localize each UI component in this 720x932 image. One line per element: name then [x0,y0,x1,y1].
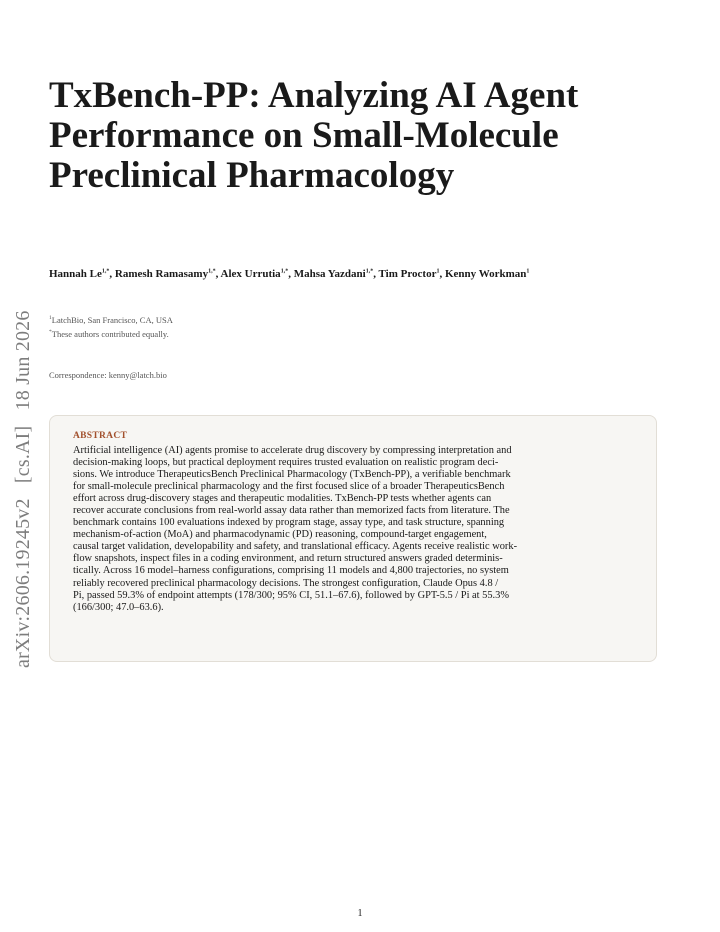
abstract-box [49,415,657,662]
arxiv-id: arXiv:2606.19245v2 [12,498,34,668]
author: Kenny Workman$^1$ [444,268,530,280]
abstract-line: flow snapshots, inspect files in a coding environment, and return structured answers graded determinis- [73,553,503,565]
abstract-line: tically. Across 16 model–harness configurations, comprising 11 models and 4,800 trajectories, no system [73,565,509,577]
title-line: Performance on Small-Molecule [49,115,559,156]
author: Hannah $Le^{1,*}$ [49,268,110,280]
abstract-line: reliably recovered preclinical pharmacology decisions. The strongest configuration, Claude Opus 4.8 / [73,577,499,589]
author: Ramesh Ramasamy$^{1,*}$ [114,268,216,280]
arxiv-category: [cs.AI] [12,425,34,484]
author-list: Hannah $Le^{1,*}$, Ramesh Ramasamy$^{1,*}$, Alex Urrutia$^{1,*}$, Mahsa Yazdani$^{1,*}$, Tim Proctor$^1$, Kenny Workman$^1$ [49,268,530,280]
page-number: 1 [357,908,363,919]
author: Tim Proctor$^1$ [378,268,440,280]
abstract-body [73,445,634,614]
author: Mahsa Yazdani$^{1,*}$ [293,268,374,280]
arxiv-stamp [12,258,42,668]
arxiv-date: 18 Jun 2026 [12,310,34,411]
abstract-line: effort across drug-discovery stages and therapeutic modalities. TxBench-PP tests whether agents can [73,493,492,505]
paper-title [49,76,689,196]
abstract-heading: ABSTRACT [73,431,128,441]
affiliation-note: *These authors contributed equally. [49,328,169,339]
abstract-line: causal target validation, developability and safety, and translational efficacy. Agents receive realistic work- [73,541,518,553]
abstract-line: Pi, passed 59.3% of endpoint attempts (178/300; 95% CI, 51.1–67.6), followed by GPT-5.5 / Pi at 55.3% [73,589,509,601]
abstract-line: benchmark contains 100 evaluations indexed by program stage, assay type, and task structure, spanning [73,517,505,529]
abstract-line: Artificial intelligence (AI) agents promise to accelerate drug discovery by compressing interpretation and [73,445,512,456]
abstract-line: mechanism-of-action (MoA) and pharmacodynamic (PD) reasoning, compound-target engagement, [73,529,487,541]
abstract-line: (166/300; 47.0–63.6). [73,601,164,613]
abstract-line: sions. We introduce TherapeuticsBench Preclinical Pharmacology (TxBench-PP), a verifiable benchmark [73,469,511,481]
correspondence: Correspondence: kenny@latch.bio [49,370,167,380]
affiliation: $^1$LatchBio, San Francisco, CA, USA [49,314,173,325]
abstract-line: recover accurate conclusions from real-world assay data rather than memorized facts from literature. The [73,505,510,517]
title-line: TxBench-PP: Analyzing AI Agent [49,75,579,116]
author: Alex Urrutia$^{1,*}$ [220,268,289,280]
title-line: Preclinical Pharmacology [49,155,455,196]
abstract-line: decision-making loops, but practical deployment requires trusted evaluation on realistic program deci- [73,457,499,469]
abstract-line: for small-molecule preclinical pharmacology and the first focused slice of a broader TherapeuticsBench [73,481,505,493]
affiliations [49,312,173,340]
